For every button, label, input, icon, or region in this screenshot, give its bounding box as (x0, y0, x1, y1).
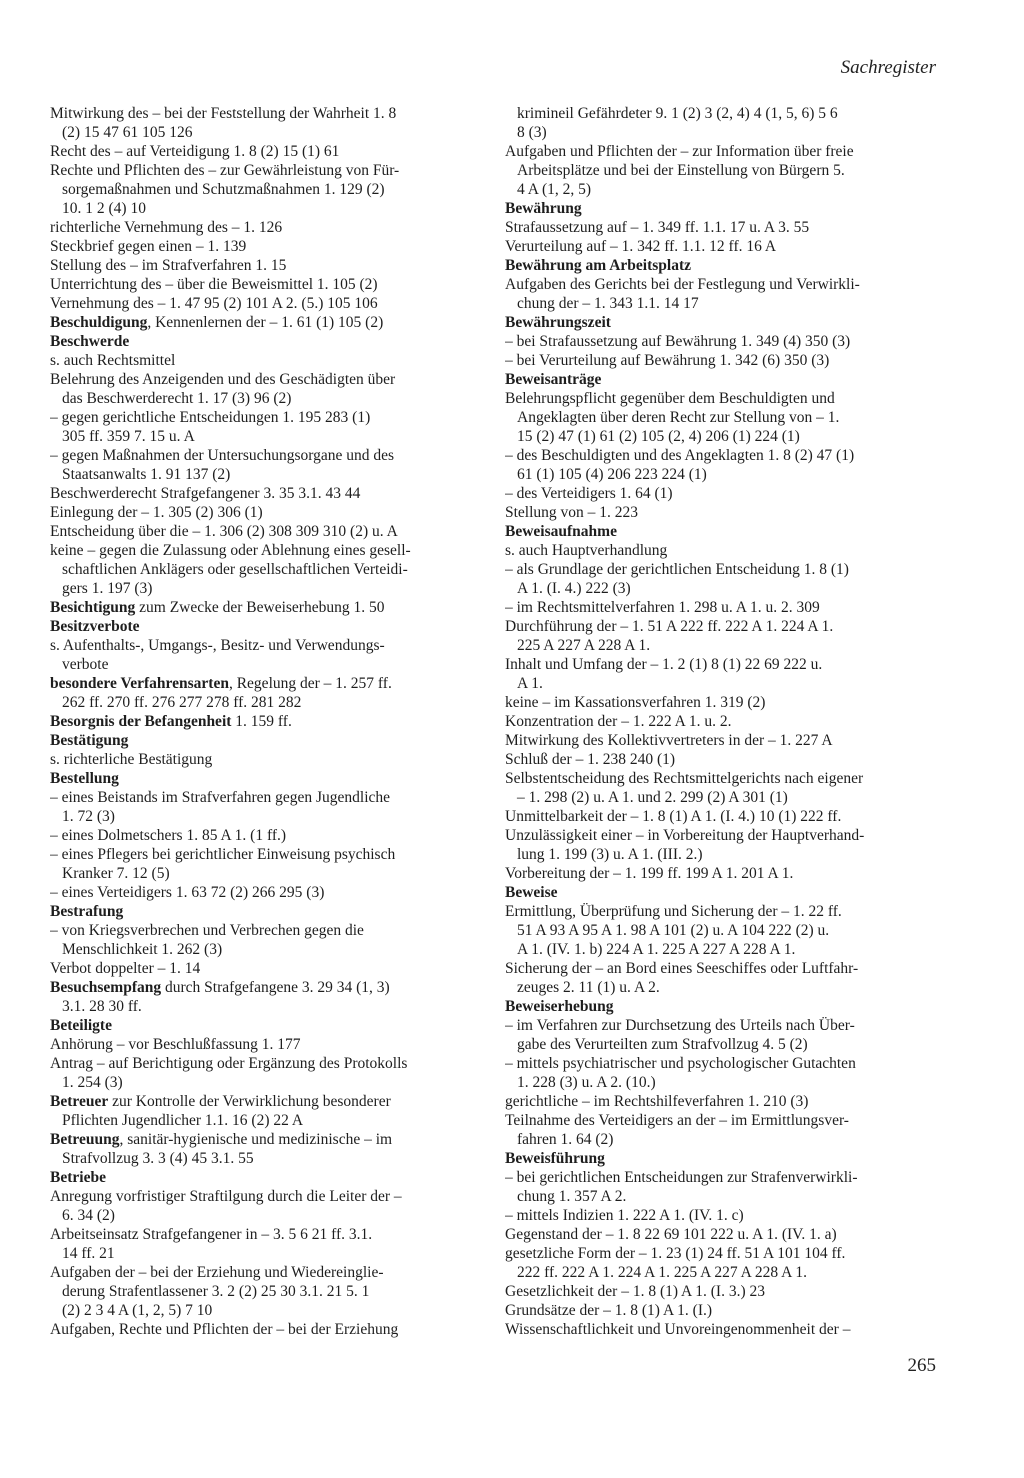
index-heading (50, 902, 474, 921)
index-subentry: Unterrichtung des – über die Beweismittel 1. 105 (2) (50, 276, 378, 293)
index-continuation-line: 51 A 93 A 95 A 1. 98 A 101 (2) u. A 104 222 (2) u. (517, 922, 830, 939)
index-heading (50, 313, 474, 332)
index-heading-rest: zum Zwecke der Beweiserhebung 1. 50 (135, 599, 385, 616)
index-subentry: Durchführung der – 1. 51 A 222 ff. 222 A 1. 224 A 1. (505, 618, 834, 635)
index-continuation-line: (2) 15 47 61 105 126 (62, 124, 193, 141)
index-subentry: Selbstentscheidung des Rechtsmittelgerichts nach eigener (505, 770, 864, 787)
index-heading (50, 598, 474, 617)
index-heading (505, 1149, 929, 1168)
index-continuation-line: 10. 1 2 (4) 10 (62, 200, 146, 217)
index-heading-term: Beschuldigung (50, 314, 148, 331)
index-subentry: Belehrungspflicht gegenüber dem Beschuldigten und (505, 390, 835, 407)
index-heading-term: Betreuer (50, 1093, 109, 1110)
index-subentry: Aufgaben der – bei der Erziehung und Wiedereinglie- (50, 1264, 384, 1281)
index-continuation-line: 225 A 227 A 228 A 1. (517, 637, 651, 654)
index-subentry: – im Rechtsmittelverfahren 1. 298 u. A 1. u. 2. 309 (505, 599, 820, 616)
index-continuation-line: gers 1. 197 (3) (62, 580, 153, 597)
index-subentry: – bei gerichtlichen Entscheidungen zur Strafenverwirkli- (505, 1169, 858, 1186)
index-heading (50, 769, 474, 788)
index-subentry: Mitwirkung des – bei der Feststellung der Wahrheit 1. 8 (50, 105, 397, 122)
index-heading (505, 199, 929, 218)
index-continuation-line: 14 ff. 21 (62, 1245, 115, 1262)
index-subentry: Aufgaben, Rechte und Pflichten der – bei der Erziehung (50, 1321, 399, 1338)
index-subentry: Grundsätze der – 1. 8 (1) A 1. (I.) (505, 1302, 713, 1319)
index-subentry: – eines Pflegers bei gerichtlicher Einweisung psychisch (50, 846, 396, 863)
index-heading (505, 256, 929, 275)
index-heading-term: Beweisanträge (505, 371, 602, 388)
index-continuation-line: 305 ff. 359 7. 15 u. A (62, 428, 195, 445)
index-subentry: – im Verfahren zur Durchsetzung des Urteils nach Über- (505, 1017, 855, 1034)
index-continuation-line: 4 A (1, 2, 5) (517, 181, 592, 198)
index-heading-rest: zur Kontrolle der Verwirklichung besonderer (108, 1093, 391, 1110)
index-subentry: Aufgaben des Gerichts bei der Festlegung und Verwirkli- (505, 276, 860, 293)
index-subentry: – eines Beistands im Strafverfahren gegen Jugendliche (50, 789, 391, 806)
index-subentry: – des Verteidigers 1. 64 (1) (505, 485, 673, 502)
index-continuation-line: gabe des Verurteilten zum Strafvollzug 4. 5 (2) (517, 1036, 808, 1053)
index-subentry: Stellung des – im Strafverfahren 1. 15 (50, 257, 287, 274)
index-subentry: Aufgaben und Pflichten der – zur Information über freie (505, 143, 854, 160)
index-heading-term: Bestätigung (50, 732, 129, 749)
index-continuation-line: Strafvollzug 3. 3 (4) 45 3.1. 55 (62, 1150, 254, 1167)
index-heading (505, 370, 929, 389)
index-continuation-line: 1. 228 (3) u. A 2. (10.) (517, 1074, 656, 1091)
index-continuation-line: Menschlichkeit 1. 262 (3) (62, 941, 223, 958)
index-heading (505, 522, 929, 541)
index-subentry: Gegenstand der – 1. 8 22 69 101 222 u. A 1. (IV. 1. a) (505, 1226, 837, 1243)
index-heading-term: Besitzverbote (50, 618, 140, 635)
index-subentry: – als Grundlage der gerichtlichen Entscheidung 1. 8 (1) (505, 561, 849, 578)
index-subentry: keine – im Kassationsverfahren 1. 319 (2) (505, 694, 766, 711)
index-continuation-line: sorgemaßnahmen und Schutzmaßnahmen 1. 129 (2) (62, 181, 385, 198)
index-heading-term: Bewährung (505, 200, 582, 217)
index-heading-term: besondere Verfahrensarten (50, 675, 229, 692)
index-continuation-line: 15 (2) 47 (1) 61 (2) 105 (2, 4) 206 (1) 224 (1) (517, 428, 800, 445)
index-subentry: – mittels psychiatrischer und psychologischer Gutachten (505, 1055, 856, 1072)
index-subentry: gesetzliche Form der – 1. 23 (1) 24 ff. 51 A 101 104 ff. (505, 1245, 846, 1262)
index-continuation-line: chung 1. 357 A 2. (517, 1188, 627, 1205)
index-column-left (50, 104, 474, 1339)
index-heading-term: Besorgnis der Befangenheit (50, 713, 232, 730)
index-continuation-line: Angeklagten über deren Recht zur Stellung von – 1. (517, 409, 840, 426)
index-subentry: – eines Verteidigers 1. 63 72 (2) 266 295 (3) (50, 884, 325, 901)
index-subentry: Belehrung des Anzeigenden und des Geschädigten über (50, 371, 396, 388)
index-subentry: Rechte und Pflichten des – zur Gewährleistung von Für- (50, 162, 400, 179)
index-heading-rest: , Regelung der – 1. 257 ff. (228, 675, 392, 692)
index-continuation-line: krimineil Gefährdeter 9. 1 (2) 3 (2, 4) 4 (1, 5, 6) 5 6 (517, 105, 838, 122)
index-continuation-line: A 1. (I. 4.) 222 (3) (517, 580, 631, 597)
index-continuation-line: Staatsanwalts 1. 91 137 (2) (62, 466, 231, 483)
index-subentry: richterliche Vernehmung des – 1. 126 (50, 219, 283, 236)
index-heading-term: Bewährung am Arbeitsplatz (505, 257, 691, 274)
index-subentry: – des Beschuldigten und des Angeklagten 1. 8 (2) 47 (1) (505, 447, 855, 464)
index-subentry: s. Aufenthalts-, Umgangs-, Besitz- und Verwendungs- (50, 637, 385, 654)
page-number: 265 (907, 1355, 936, 1376)
index-continuation-line: 8 (3) (517, 124, 547, 141)
index-subentry: Einlegung der – 1. 305 (2) 306 (1) (50, 504, 263, 521)
index-subentry: Ermittlung, Überprüfung und Sicherung der – 1. 22 ff. (505, 903, 842, 920)
index-subentry: Vorbereitung der – 1. 199 ff. 199 A 1. 201 A 1. (505, 865, 794, 882)
index-heading-term: Beweise (505, 884, 558, 901)
index-continuation-line: 6. 34 (2) (62, 1207, 115, 1224)
index-heading (50, 1168, 474, 1187)
index-subentry: Arbeitseinsatz Strafgefangener in – 3. 5 6 21 ff. 3.1. (50, 1226, 373, 1243)
index-heading (50, 712, 474, 731)
index-heading (505, 997, 929, 1016)
index-subentry: Anhörung – vor Beschlußfassung 1. 177 (50, 1036, 301, 1053)
index-heading-term: Beschwerde (50, 333, 130, 350)
index-continuation-line: A 1. (IV. 1. b) 224 A 1. 225 A 227 A 228 A 1. (517, 941, 796, 958)
index-continuation-line: schaftlichen Anklägers oder gesellschaftlichen Verteidi- (62, 561, 408, 578)
index-subentry: Wissenschaftlichkeit und Unvoreingenommenheit der – (505, 1321, 851, 1338)
index-subentry: Stellung von – 1. 223 (505, 504, 639, 521)
index-continuation-line: 222 ff. 222 A 1. 224 A 1. 225 A 227 A 228 A 1. (517, 1264, 807, 1281)
index-continuation-line: zeuges 2. 11 (1) u. A 2. (517, 979, 660, 996)
index-subentry: s. richterliche Bestätigung (50, 751, 213, 768)
index-subentry: s. auch Hauptverhandlung (505, 542, 668, 559)
index-continuation-line: das Beschwerderecht 1. 17 (3) 96 (2) (62, 390, 292, 407)
index-subentry: Mitwirkung des Kollektivvertreters in der – 1. 227 A (505, 732, 833, 749)
index-column-right (505, 104, 929, 1339)
index-heading-term: Besichtigung (50, 599, 136, 616)
index-subentry: Unzulässigkeit einer – in Vorbereitung der Hauptverhand- (505, 827, 865, 844)
index-subentry: Konzentration der – 1. 222 A 1. u. 2. (505, 713, 732, 730)
index-heading-term: Beteiligte (50, 1017, 112, 1034)
index-heading (50, 1092, 474, 1111)
index-heading (50, 332, 474, 351)
index-continuation-line: derung Strafentlassener 3. 2 (2) 25 30 3.1. 21 5. 1 (62, 1283, 370, 1300)
index-subentry: Anregung vorfristiger Straftilgung durch die Leiter der – (50, 1188, 402, 1205)
index-subentry: Unmittelbarkeit der – 1. 8 (1) A 1. (I. 4.) 10 (1) 222 ff. (505, 808, 842, 825)
index-continuation-line: Kranker 7. 12 (5) (62, 865, 170, 882)
index-subentry: keine – gegen die Zulassung oder Ablehnung eines gesell- (50, 542, 411, 559)
index-subentry: – von Kriegsverbrechen und Verbrechen gegen die (50, 922, 364, 939)
index-heading-term: Betriebe (50, 1169, 106, 1186)
index-heading-rest: durch Strafgefangene 3. 29 34 (1, 3) (161, 979, 390, 996)
index-heading-rest: , Kennenlernen der – 1. 61 (1) 105 (2) (147, 314, 384, 331)
index-heading-term: Betreuung (50, 1131, 120, 1148)
index-continuation-line: (2) 2 3 4 A (1, 2, 5) 7 10 (62, 1302, 213, 1319)
index-heading (50, 731, 474, 750)
index-subentry: Steckbrief gegen einen – 1. 139 (50, 238, 247, 255)
index-subentry: Verurteilung auf – 1. 342 ff. 1.1. 12 ff. 16 A (505, 238, 777, 255)
index-heading (505, 883, 929, 902)
index-heading (50, 1130, 474, 1149)
index-continuation-line: 262 ff. 270 ff. 276 277 278 ff. 281 282 (62, 694, 302, 711)
index-continuation-line: 3.1. 28 30 ff. (62, 998, 142, 1015)
index-subentry: – mittels Indizien 1. 222 A 1. (IV. 1. c) (505, 1207, 744, 1224)
index-continuation-line: 1. 254 (3) (62, 1074, 123, 1091)
index-heading-rest: 1. 159 ff. (231, 713, 292, 730)
index-subentry: Schluß der – 1. 238 240 (1) (505, 751, 676, 768)
index-continuation-line: 61 (1) 105 (4) 206 223 224 (1) (517, 466, 707, 483)
index-heading (50, 674, 474, 693)
index-continuation-line: chung der – 1. 343 1.1. 14 17 (517, 295, 699, 312)
index-subentry: Teilnahme des Verteidigers an der – im Ermittlungsver- (505, 1112, 849, 1129)
index-subentry: s. auch Rechtsmittel (50, 352, 176, 369)
index-subentry: Entscheidung über die – 1. 306 (2) 308 309 310 (2) u. A (50, 523, 398, 540)
index-continuation-line: fahren 1. 64 (2) (517, 1131, 614, 1148)
index-subentry: Beschwerderecht Strafgefangener 3. 35 3.1. 43 44 (50, 485, 361, 502)
index-subentry: gerichtliche – im Rechtshilfeverfahren 1. 210 (3) (505, 1093, 809, 1110)
index-subentry: Inhalt und Umfang der – 1. 2 (1) 8 (1) 22 69 222 u. (505, 656, 823, 673)
index-subentry: Verbot doppelter – 1. 14 (50, 960, 201, 977)
index-continuation-line: 1. 72 (3) (62, 808, 115, 825)
index-subentry: Sicherung der – an Bord eines Seeschiffes oder Luftfahr- (505, 960, 859, 977)
index-continuation-line: lung 1. 199 (3) u. A 1. (III. 2.) (517, 846, 703, 863)
index-heading-rest: , sanitär-hygienische und medizinische – im (119, 1131, 393, 1148)
index-subentry: Gesetzlichkeit der – 1. 8 (1) A 1. (I. 3.) 23 (505, 1283, 765, 1300)
index-subentry: – bei Verurteilung auf Bewährung 1. 342 (6) 350 (3) (505, 352, 830, 369)
index-continuation-line: verbote (62, 656, 109, 673)
index-subentry: – gegen Maßnahmen der Untersuchungsorgane und des (50, 447, 395, 464)
index-heading (50, 617, 474, 636)
index-heading (50, 978, 474, 997)
index-heading-term: Bestellung (50, 770, 119, 787)
index-subentry: – eines Dolmetschers 1. 85 A 1. (1 ff.) (50, 827, 287, 844)
index-heading-term: Besuchsempfang (50, 979, 162, 996)
page-header-title: Sachregister (840, 57, 936, 78)
index-continuation-line: A 1. (517, 675, 543, 692)
index-heading-term: Bewährungszeit (505, 314, 611, 331)
index-subentry: Vernehmung des – 1. 47 95 (2) 101 A 2. (5.) 105 106 (50, 295, 378, 312)
index-heading (505, 313, 929, 332)
index-subentry: – gegen gerichtliche Entscheidungen 1. 195 283 (1) (50, 409, 371, 426)
index-subentry: Strafaussetzung auf – 1. 349 ff. 1.1. 17 u. A 3. 55 (505, 219, 810, 236)
index-heading-term: Beweisführung (505, 1150, 605, 1167)
index-heading-term: Bestrafung (50, 903, 124, 920)
index-subentry: Antrag – auf Berichtigung oder Ergänzung des Protokolls (50, 1055, 408, 1072)
index-heading (50, 1016, 474, 1035)
index-continuation-line: Arbeitsplätze und bei der Einstellung von Bürgern 5. (517, 162, 845, 179)
index-heading-term: Beweiserhebung (505, 998, 614, 1015)
index-heading-term: Beweisaufnahme (505, 523, 617, 540)
index-subentry: Recht des – auf Verteidigung 1. 8 (2) 15 (1) 61 (50, 143, 340, 160)
index-subentry: – bei Strafaussetzung auf Bewährung 1. 349 (4) 350 (3) (505, 333, 851, 350)
index-continuation-line: – 1. 298 (2) u. A 1. und 2. 299 (2) A 301 (1) (517, 789, 788, 806)
index-continuation-line: Pflichten Jugendlicher 1.1. 16 (2) 22 A (62, 1112, 304, 1129)
